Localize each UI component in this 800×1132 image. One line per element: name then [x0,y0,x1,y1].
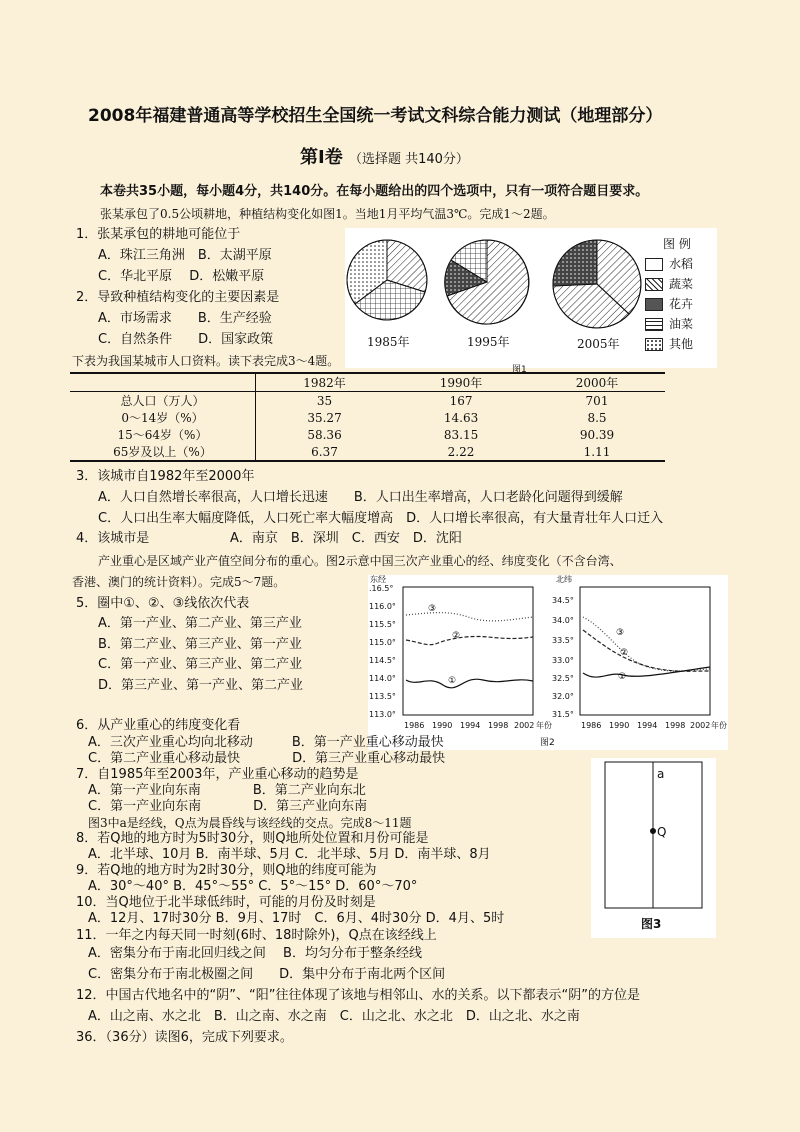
table-cell: 2.22 [447,444,475,459]
q9-options: A．30°～40° B．45°～55° C．5°～15° D．60°～70° [88,879,418,894]
fig2-left-xtick: 1994 [460,721,481,730]
q2-options-cd: C．自然条件 D．国家政策 [98,332,274,347]
svg-text:①: ① [448,676,457,686]
table-cell: 1.11 [583,444,611,459]
q5-option-c: C．第一产业、第三产业、第二产业 [98,657,303,672]
table-header-row [70,373,665,392]
q8-options: A．北半球、10月 B．南半球、5月 C．北半球、5月 D．南半球、8月 [88,847,491,862]
fig2-right-xtick: 1986 [581,721,602,730]
figure-3 [591,758,716,938]
fig2-left-xunit: 年份 [536,721,552,730]
fig2-left-xtick: 2002 [514,721,535,730]
q6-options-ab: A．三次产业重心均向北移动 B．第一产业重心移动最快 [88,735,444,750]
q2-stem: 2．导致种植结构变化的主要因素是 [76,290,280,305]
fig2-right-xtick: 1990 [609,721,630,730]
q6-stem: 6．从产业重心的纬度变化看 [76,718,241,733]
fig2-left-xtick: 1986 [404,721,425,730]
q4-options: A．南京 B．深圳 C．西安 D．沈阳 [230,531,462,546]
legend-swatch-dark [645,298,663,311]
fig2-left-ytick: .16.5° [369,584,394,593]
q11-options-cd: C．密集分布于南北极圈之间 D．集中分布于南北两个区间 [88,967,446,982]
fig2-right-xtick: 1998 [665,721,686,730]
table-row [70,392,665,410]
line-3-latitude [583,617,710,671]
line-1-longitude [406,679,533,688]
q10-stem: 10．当Q地位于北半球低纬时，可能的月份及时刻是 [76,895,376,910]
svg-text:①: ① [618,672,627,682]
figure-2-caption: 图2 [540,738,555,748]
table-cell: 167 [449,393,473,408]
pie-year-1995: 1995年 [467,335,510,349]
table-header-cell: 2000年 [529,373,665,392]
pie-year-2005: 2005年 [577,337,620,351]
pie-year-1985: 1985年 [367,335,410,349]
svg-text:②: ② [620,648,629,658]
figure-1 [345,228,717,368]
legend-swatch-blank [645,258,663,271]
fig2-right-xunit: 年份 [711,721,727,730]
fig2-left-xtick: 1998 [488,721,509,730]
svg-text:②: ② [452,631,461,641]
fig2-left-ytick: 115.5° [369,620,396,629]
q2-options-ab: A．市场需求 B．生产经验 [98,311,272,326]
q1-stem: 1．张某承包的耕地可能位于 [76,227,241,242]
figure-1-caption: 图1 [512,365,527,375]
pie-1995 [445,240,529,324]
q10-options: A．12月、17时30分 B．9月、17时 C．6月、4时30分 D．4月、5时 [88,911,505,926]
q9-stem: 9．若Q地的地方时为2时30分，则Q地的纬度可能为 [76,863,377,878]
legend-item: 水稻 [645,256,693,272]
fig2-right-ytick: 32.5° [552,674,574,683]
q5-stem: 5．圈中①、②、③线依次代表 [76,596,250,611]
figure-2 [368,575,728,750]
table-cell: 14.63 [443,410,479,425]
q3-options-ab: A．人口自然增长率很高，人口增长迅速 B．人口出生率增高，人口老龄化问题得到缓解 [98,490,623,505]
q5-option-a: A．第一产业、第二产业、第三产业 [98,616,302,631]
fig2-right-ytick: 32.0° [552,692,574,701]
table-cell: 35 [316,393,333,408]
line-3-longitude [406,613,533,621]
q7-options-ab: A．第一产业向东南 B．第二产业向东北 [88,783,366,798]
q3-stem: 3．该城市自1982年至2000年 [76,469,255,484]
svg-text:③: ③ [428,604,437,614]
intro-q5-7-line2: 香港、澳门的统计资料）。完成5～7题。 [72,575,286,589]
intro-q3-4: 下表为我国某城市人口资料。读下表完成3～4题。 [72,354,340,368]
fig2-right-xtick: 2002 [690,721,711,730]
intro-q1-2: 张某承包了0.5公顷耕地，种植结构变化如图1。当地1月平均气温3℃。完成1～2题。 [100,207,555,221]
fig2-right-ylabel: 北纬 [556,575,572,584]
q12-stem: 12．中国古代地名中的“阴”、“阳”往往体现了该地与相邻山、水的关系。以下都表示“阴”的方位是 [76,988,640,1003]
q11-stem: 11．一年之内每天同一时刻(6时、18时除外)，Q点在该经线上 [76,928,437,943]
table-cell: 65岁及以上（%） [70,443,256,461]
fig2-right-ytick: 33.5° [552,636,574,645]
table-cell: 15～64岁（%） [70,426,256,443]
legend-item: 其他 [645,336,693,352]
meridian-label: a [657,767,665,781]
q1-options-cd: C．华北平原 D．松嫩平原 [98,269,265,284]
fig2-left-xtick: 1990 [432,721,453,730]
table-header-cell [70,373,256,392]
fig2-right-ytick: 31.5° [552,710,574,719]
legend-swatch-grid [645,318,663,331]
table-cell: 701 [585,393,609,408]
table-cell: 总人口（万人） [70,392,256,410]
q7-stem: 7．自1985年至2003年，产业重心移动的趋势是 [76,767,359,782]
fig2-right-ytick: 34.5° [552,596,574,605]
q7-options-cd: C．第一产业向东南 D．第三产业向东南 [88,799,368,814]
table-cell: 35.27 [307,410,342,425]
q11-options-ab: A．密集分布于南北回归线之间 B．均匀分布于整条经线 [88,946,422,961]
pie-1985 [347,240,427,320]
table-cell: 58.36 [307,427,342,442]
table-cell: 0～14岁（%） [70,409,256,426]
q5-option-b: B．第二产业、第三产业、第一产业 [98,637,302,652]
table-cell: 6.37 [311,444,338,459]
q5-option-d: D．第三产业、第一产业、第二产业 [98,678,304,693]
legend-title: 图 例 [663,237,691,251]
figure-3-diagram [591,758,716,938]
fig2-left-ytick: 114.5° [369,656,396,665]
line-1-latitude [583,667,710,677]
intro-q8-11: 图3中a是经线，Q点为晨昏线与该经线的交点。完成8～11题 [88,816,412,830]
q3-options-cd: C．人口出生率大幅度降低，人口死亡率大幅度增高 D．人口增长率很高，有大量青壮年人口迁入 [98,511,664,526]
fig2-right-ytick: 34.0° [552,616,574,625]
table-header-cell: 1982年 [256,373,394,392]
table-row [70,443,665,461]
point-q-label: Q [657,825,667,839]
section-sub: （选择题 共140分） [348,152,469,167]
table-row [70,426,665,443]
q4-stem: 4．该城市是 [76,531,150,546]
legend-item: 花卉 [645,296,693,312]
fig2-right-ytick: 33.0° [552,656,574,665]
figure-3-caption: 图3 [641,917,662,931]
point-q [650,828,656,834]
legend-swatch-dots [645,338,663,351]
fig2-right-xtick: 1994 [637,721,658,730]
instructions: 本卷共35小题，每小题4分，共140分。在每小题给出的四个选项中，只有一项符合题目要求。 [100,184,649,199]
table-header-cell: 1990年 [393,373,529,392]
fig2-left-ytick: 114.0° [369,674,396,683]
line-2-longitude [406,636,533,644]
intro-q5-7-line1: 产业重心是区域产业产值空间分布的重心。图2示意中国三次产业重心的经、纬度变化（不含台湾、 [98,554,622,568]
fig2-left-ytick: 115.0° [369,638,396,647]
fig2-left-ytick: 113.0° [369,710,396,719]
legend-swatch-hatch [645,278,663,291]
svg-text:③: ③ [616,628,625,638]
fig2-left-ytick: 116.0° [369,602,396,611]
pie-2005 [553,240,641,328]
line-2-latitude [583,630,710,671]
table-row [70,409,665,426]
section-heading [300,147,469,168]
q12-options: A．山之南、水之北 B．山之南、水之南 C．山之北、水之北 D．山之北、水之南 [88,1009,580,1024]
legend-item: 油菜 [645,316,693,332]
fig2-left-ylabel: 东经 [370,575,386,584]
table-cell: 90.39 [579,427,615,442]
q1-options-ab: A．珠江三角洲 B．太湖平原 [98,248,272,263]
q8-stem: 8．若Q地的地方时为5时30分，则Q地所处位置和月份可能是 [76,831,429,846]
q36-stem: 36．（36分）读图6，完成下列要求。 [76,1030,293,1045]
legend-item: 蔬菜 [645,276,693,292]
page-title: 2008年福建普通高等学校招生全国统一考试文科综合能力测试（地理部分） [88,106,663,126]
q6-options-cd: C．第二产业重心移动最快 D．第三产业重心移动最快 [88,751,446,766]
table-cell: 83.15 [443,427,479,442]
fig2-left-ytick: 113.5° [369,692,396,701]
table-cell: 8.5 [587,410,607,425]
section-name: 第I卷 [300,147,343,168]
population-table [70,372,665,462]
